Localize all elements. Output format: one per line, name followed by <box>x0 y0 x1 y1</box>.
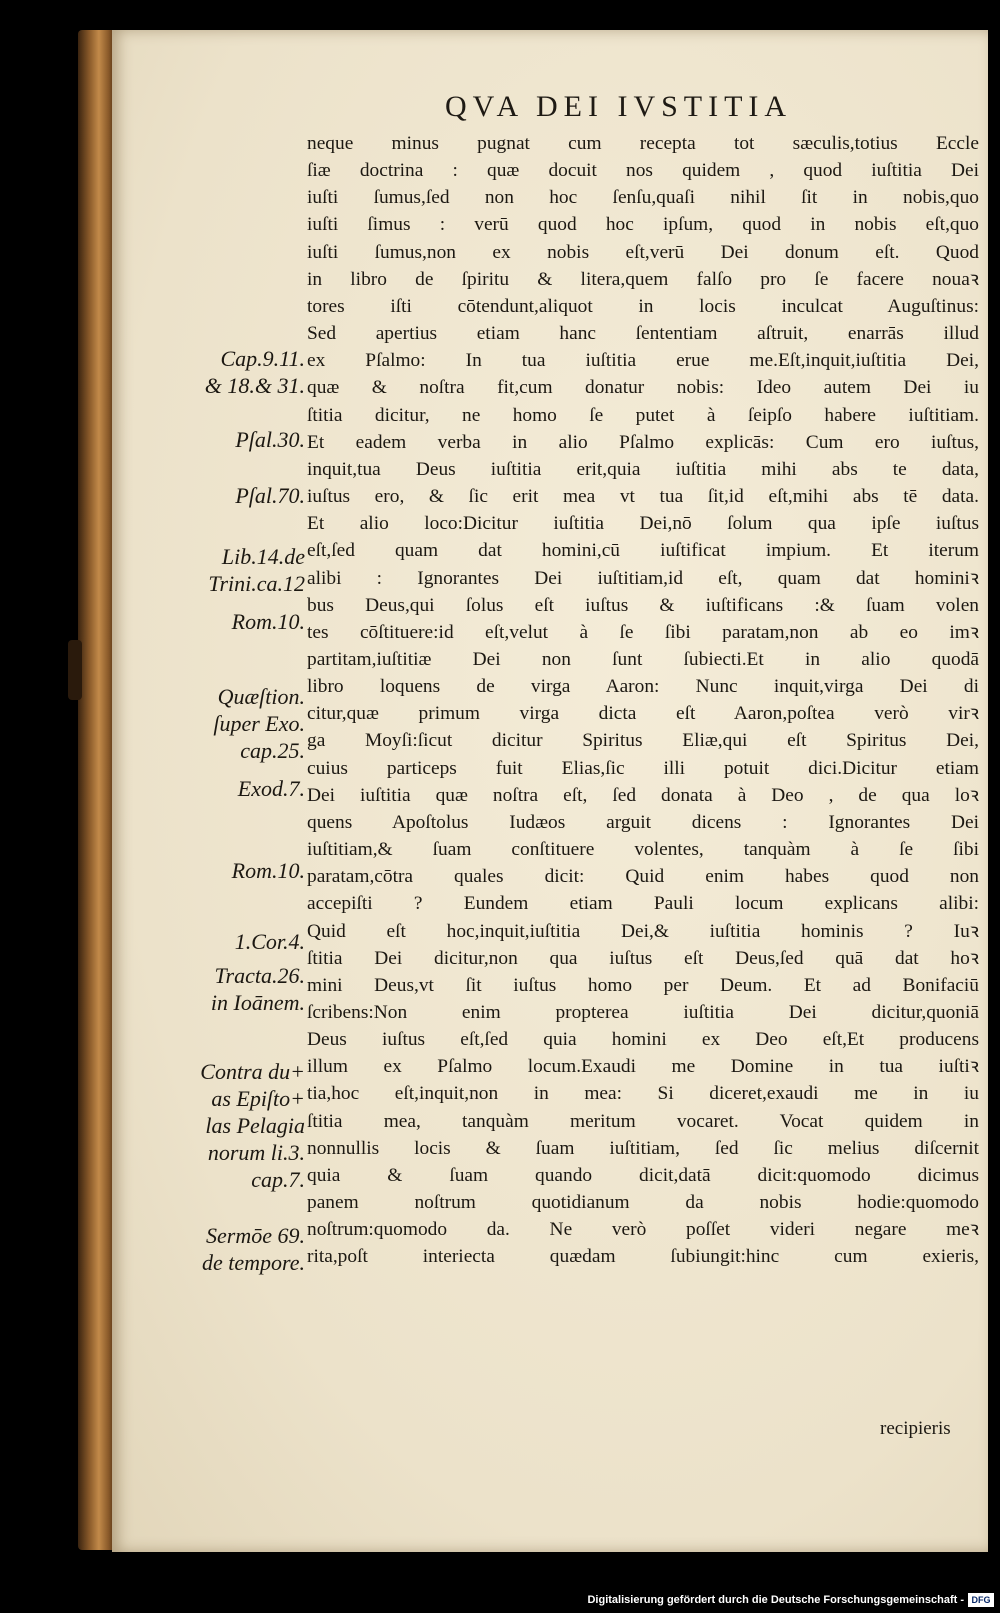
running-head: QVA DEI IVSTITIA <box>445 90 793 123</box>
text-line: Quid eſt hoc,inquit,iuſtitia Dei,& iuſtitia hominis ? Iuꝛ <box>307 920 979 942</box>
margin-note <box>232 857 305 884</box>
margin-note-line: 1.Cor.4. <box>234 929 305 954</box>
text-line: quens Apoſtolus Iudæos arguit dicens : Ignorantes Dei <box>307 811 979 833</box>
margin-note-line: Rom.10. <box>231 609 305 634</box>
margin-note <box>208 543 305 597</box>
margin-note-line: Pſal.30. <box>235 427 305 452</box>
margin-note-line: Cap.9.11. <box>220 346 305 371</box>
margin-note-line: Rom.10. <box>231 858 305 883</box>
margin-note <box>205 345 305 399</box>
text-line: cuius particeps fuit Elias,ſic illi potuit dici.Dicitur etiam <box>307 757 979 779</box>
margin-note <box>211 962 305 1016</box>
text-line: paratam,cōtra quales dicit: Quid enim habes quod non <box>307 866 979 888</box>
dfg-logo-icon: DFG <box>968 1593 994 1607</box>
text-line: noſtrum:quomodo da. Ne verò poſſet videri negare meꝛ <box>307 1219 979 1241</box>
text-line: inquit,tua Deus iuſtitia erit,quia iuſtitia mihi abs te data, <box>307 458 979 480</box>
text-line: ſtitia dicitur, ne homo ſe putet à ſeipſo habere iuſtitiam. <box>307 404 979 426</box>
text-line: tores iſti cōtendunt,aliquot in locis inculcat Auguſtinus: <box>307 295 979 317</box>
margin-note-line: Lib.14.de <box>221 544 305 569</box>
margin-notes <box>140 0 305 1500</box>
margin-note <box>235 928 305 955</box>
text-line: in libro de ſpiritu & litera,quem falſo pro ſe facere nouaꝛ <box>307 268 979 290</box>
text-line: eſt,ſed quam dat homini,cū iuſtificat impium. Et iterum <box>307 540 979 562</box>
text-line: mini Deus,vt ſit iuſtus homo per Deum. Et ad Bonifaciū <box>307 974 979 996</box>
text-line: iuſti ſumus,ſed non hoc ſenſu,quaſi nihil ſit in nobis,quo <box>307 187 979 209</box>
text-line: tia,hoc eſt,inquit,non in mea: Si diceret,exaudi me in iu <box>307 1083 979 1105</box>
margin-note <box>238 775 305 802</box>
text-line: Et eadem verba in alio Pſalmo explicās: Cum ero iuſtus, <box>307 431 979 453</box>
binding-clasp <box>68 640 82 700</box>
text-line: Deus iuſtus eſt,ſed quia homini ex Deo eſt,Et producens <box>307 1029 979 1051</box>
text-line: quæ & noſtra fit,cum donatur nobis: Ideo autem Dei iu <box>307 377 979 399</box>
text-line: Dei iuſtitia quæ noſtra eſt, ſed donata à Deo , de qua loꝛ <box>307 784 979 806</box>
text-line: libro loquens de virga Aaron: Nunc inquit,virga Dei di <box>307 676 979 698</box>
text-line: tes cōſtituere:id eſt,velut à ſe ſibi paratam,non ab eo imꝛ <box>307 621 979 643</box>
text-line: neque minus pugnat cum recepta tot sæculis,totius Eccle <box>307 133 979 154</box>
book-binding <box>78 30 116 1550</box>
text-line: Et alio loco:Dicitur iuſtitia Dei,nō ſolum qua ipſe iuſtus <box>307 513 979 535</box>
body-text <box>307 130 979 1271</box>
text-line: ſtitia Dei dicitur,non qua iuſtus eſt Deus,ſed quā dat hoꝛ <box>307 947 979 969</box>
text-line: iuſti ſumus,non ex nobis eſt,verū Dei donum eſt. Quod <box>307 241 979 263</box>
text-line: ſtitia mea, tanquàm meritum vocaret. Vocat quidem in <box>307 1110 979 1132</box>
margin-note-line: cap.7. <box>251 1167 305 1192</box>
margin-note-line: Contra du+ <box>200 1059 305 1084</box>
margin-note <box>200 1058 305 1193</box>
text-line: accepiſti ? Eundem etiam Pauli locum explicans alibi: <box>307 893 979 915</box>
margin-note-line: in Ioānem. <box>210 990 305 1015</box>
margin-note <box>232 608 305 635</box>
text-line: ſcribens:Non enim propterea iuſtitia Dei dicitur,quoniā <box>307 1002 979 1023</box>
text-line: panem noſtrum quotidianum da nobis hodie:quomodo <box>307 1192 979 1214</box>
text-line: citur,quæ primum virga dicta eſt Aaron,poſtea verò virꝛ <box>307 703 979 725</box>
footer-credit: Digitalisierung gefördert durch die Deutsche Forschungsgemeinschaft - <box>587 1594 964 1606</box>
margin-note-line: Pſal.70. <box>235 483 305 508</box>
margin-note-line: Quæſtion. <box>217 684 305 709</box>
text-line: iuſtus ero, & ſic erit mea vt tua ſit,id eſt,mihi abs tē data. <box>307 486 979 508</box>
margin-note <box>235 426 305 453</box>
margin-note <box>235 482 305 509</box>
text-line: alibi : Ignorantes Dei iuſtitiam,id eſt, quam dat hominiꝛ <box>307 567 979 589</box>
text-line: Sed apertius etiam hanc ſententiam aſtruit, enarrās illud <box>307 323 979 345</box>
margin-note-line: as Epiſto+ <box>211 1086 305 1111</box>
text-line: nonnullis locis & ſuam iuſtitiam, ſed ſic melius diſcernit <box>307 1137 979 1159</box>
text-line: ſiæ doctrina : quæ docuit nos quidem , quod iuſtitia Dei <box>307 160 979 182</box>
text-line: ga Moyſi:ſicut dicitur Spiritus Eliæ,qui eſt Spiritus Dei, <box>307 730 979 752</box>
text-line: iuſtitiam,& ſuam conſtituere volentes, tanquàm à ſe ſibi <box>307 839 979 861</box>
text-line: quia & ſuam quando dicit,datā dicit:quomodo dicimus <box>307 1164 979 1186</box>
margin-note-line: cap.25. <box>240 738 305 763</box>
text-line: bus Deus,qui ſolus eſt iuſtus & iuſtificans :& ſuam volen <box>307 594 979 616</box>
margin-note-line: Trini.ca.12 <box>208 571 305 596</box>
margin-note-line: de tempore. <box>201 1250 305 1275</box>
catchword: recipieris <box>880 1418 951 1439</box>
margin-note-line: norum li.3. <box>207 1140 305 1165</box>
text-line: rita,poſt interiecta quædam ſubiungit:hinc cum exieris, <box>307 1246 979 1268</box>
margin-note-line: ſuper Exo. <box>213 711 305 736</box>
margin-note-line: Tracta.26. <box>214 963 305 988</box>
text-line: partitam,iuſtitiæ Dei non ſunt ſubiecti.Et in alio quodā <box>307 648 979 670</box>
margin-note-line: las Pelagia <box>205 1113 305 1138</box>
margin-note-line: & 18.& 31. <box>204 373 305 398</box>
text-line: iuſti ſimus : verū quod hoc ipſum, quod in nobis eſt,quo <box>307 214 979 236</box>
margin-note-line: Sermōe 69. <box>206 1223 305 1248</box>
margin-note <box>213 683 305 764</box>
text-line: illum ex Pſalmo locum.Exaudi me Domine in tua iuſtiꝛ <box>307 1056 979 1078</box>
text-line: ex Pſalmo: In tua iuſtitia erue me.Eſt,inquit,iuſtitia Dei, <box>307 350 979 372</box>
margin-note-line: Exod.7. <box>237 776 305 801</box>
margin-note <box>202 1222 305 1276</box>
